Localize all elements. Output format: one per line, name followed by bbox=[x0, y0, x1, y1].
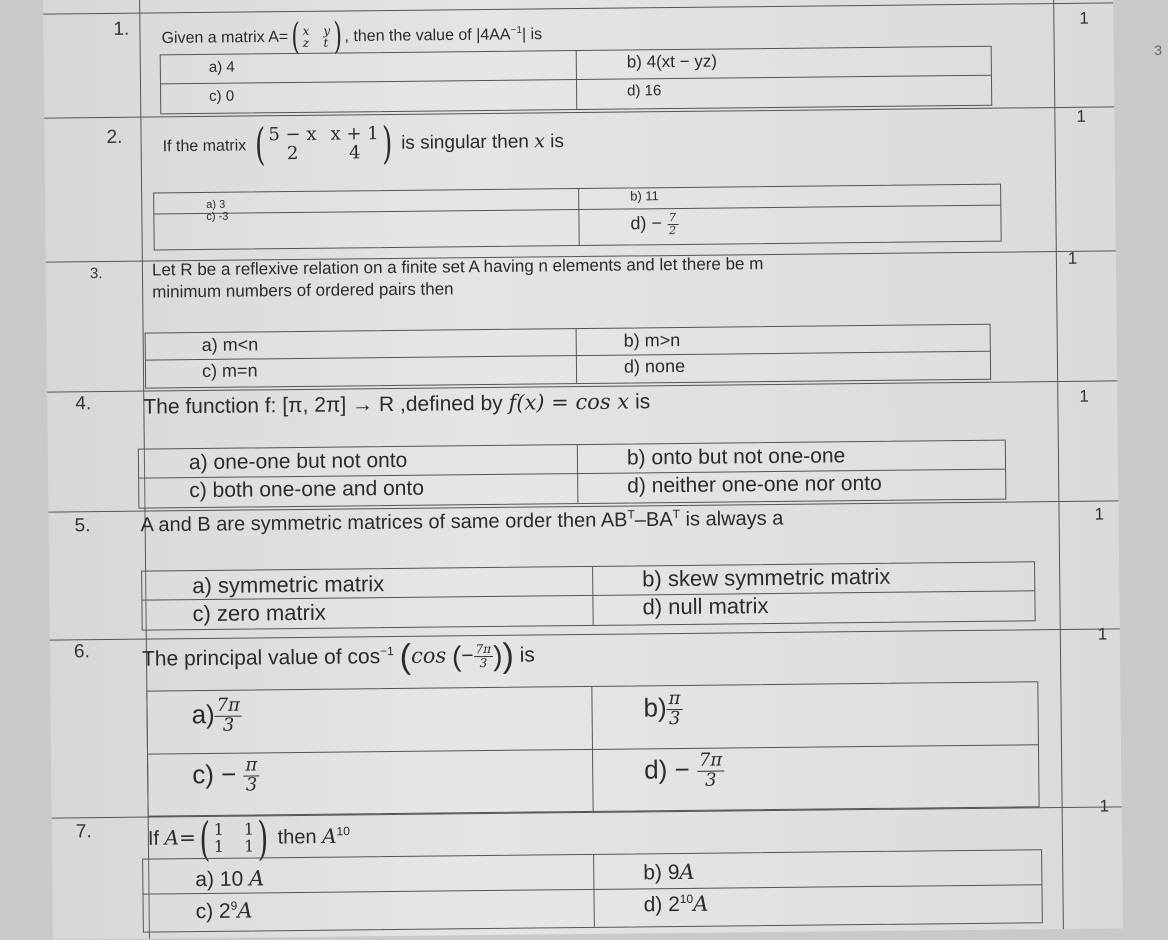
option-b: b) 11 bbox=[630, 188, 659, 204]
option-d: d) neither one-one nor onto bbox=[627, 471, 882, 498]
option-c: c) -3 bbox=[206, 210, 229, 223]
option-a: a) symmetric matrix bbox=[192, 571, 385, 599]
option-d: d) − $\frac{7\pi}{3}$ bbox=[644, 752, 724, 792]
options-table bbox=[141, 561, 1036, 630]
question-mark: 1 bbox=[1079, 8, 1089, 28]
question-text: If A= ( 1 1 1 1 ) then $A^{10}$ bbox=[147, 811, 350, 867]
option-b: b) m>n bbox=[623, 329, 681, 351]
options-table bbox=[138, 440, 1007, 509]
options-table bbox=[146, 681, 1039, 816]
option-d: d) $2^{10}A$ bbox=[643, 891, 709, 917]
question-text: The function f: [π, 2π] → R ,defined by f(x) = cos x is bbox=[143, 389, 651, 419]
question-number: 1. bbox=[113, 18, 130, 40]
question-number: 4. bbox=[75, 393, 92, 415]
option-b: b) skew symmetric matrix bbox=[642, 563, 891, 592]
question-mark: 1 bbox=[1067, 248, 1078, 268]
option-d: d) none bbox=[623, 355, 686, 377]
question-text: A and B are symmetric matrices of same order then $AB^T-BA^T$ is always a bbox=[140, 506, 784, 537]
options-table bbox=[145, 324, 992, 389]
question-row-6 bbox=[50, 628, 1120, 640]
options-table bbox=[160, 46, 993, 115]
question-mark: 1 bbox=[1094, 504, 1105, 524]
option-a: a) one-one but not onto bbox=[188, 448, 408, 475]
option-c: c) − $\frac{\pi}{3}$ bbox=[192, 756, 260, 795]
question-text: If the matrix ( 5 − x x + 1 2 4 ) is singular then x is bbox=[162, 117, 565, 171]
option-a: a) 3 bbox=[206, 198, 226, 211]
option-d: d) null matrix bbox=[642, 593, 769, 620]
option-c: c) $2^9A$ bbox=[195, 898, 253, 924]
question-sheet bbox=[43, 0, 1123, 940]
question-text: The principal value of $\cos^{-1} (\cos$ (− $\frac{7\pi}{3}$ )) is bbox=[141, 636, 535, 676]
matrix: ( 1 1 1 1 ) bbox=[199, 811, 269, 867]
question-number: 3. bbox=[89, 265, 103, 283]
options-table bbox=[153, 184, 1002, 251]
question-mark: 1 bbox=[1079, 386, 1089, 406]
matrix: ( x y z t ) bbox=[290, 14, 342, 59]
page-edge-mark: 3 bbox=[1154, 42, 1162, 58]
question-mark: 1 bbox=[1076, 106, 1086, 126]
option-b: b) $\frac{\pi}{3}$ bbox=[643, 690, 682, 729]
option-c: c) 0 bbox=[209, 87, 235, 105]
option-d: d) 16 bbox=[627, 82, 662, 100]
option-a: a) 10 A bbox=[195, 866, 265, 892]
option-c: c) zero matrix bbox=[192, 599, 326, 627]
question-mark: 1 bbox=[1097, 624, 1108, 644]
option-a: a) 4 bbox=[208, 58, 235, 76]
question-text: Given a matrix A= ( x y z t ) , then the value of $|4AA^{-1}|$ is bbox=[161, 14, 543, 59]
matrix: ( 5 − x x + 1 2 4 ) bbox=[254, 117, 393, 171]
option-c: c) both one-one and onto bbox=[189, 476, 425, 503]
marks-column-divider bbox=[1053, 0, 1064, 929]
question-number: 7. bbox=[75, 821, 92, 843]
options-table bbox=[142, 849, 1043, 932]
option-a: a) $\frac{7\pi}{3}$ bbox=[191, 697, 242, 736]
question-text-line-2: minimum numbers of ordered pairs then bbox=[152, 279, 454, 302]
option-a: a) m<n bbox=[201, 334, 259, 355]
question-number: 6. bbox=[73, 641, 90, 663]
question-number: 5. bbox=[74, 515, 91, 537]
question-text-line-1: Let R be a reflexive relation on a finite set A having n elements and let there be m bbox=[151, 254, 764, 280]
option-b: b) 4(xt − yz) bbox=[626, 51, 718, 72]
question-number: 2. bbox=[106, 126, 123, 148]
option-b: b) onto but not one-one bbox=[626, 444, 846, 470]
option-c: c) m=n bbox=[201, 360, 258, 381]
question-mark: 1 bbox=[1099, 796, 1110, 816]
option-b: b) 9A bbox=[643, 859, 695, 885]
question-row-1 bbox=[43, 2, 1113, 14]
option-d: d) − $\frac{7}{2}$ bbox=[630, 211, 677, 237]
